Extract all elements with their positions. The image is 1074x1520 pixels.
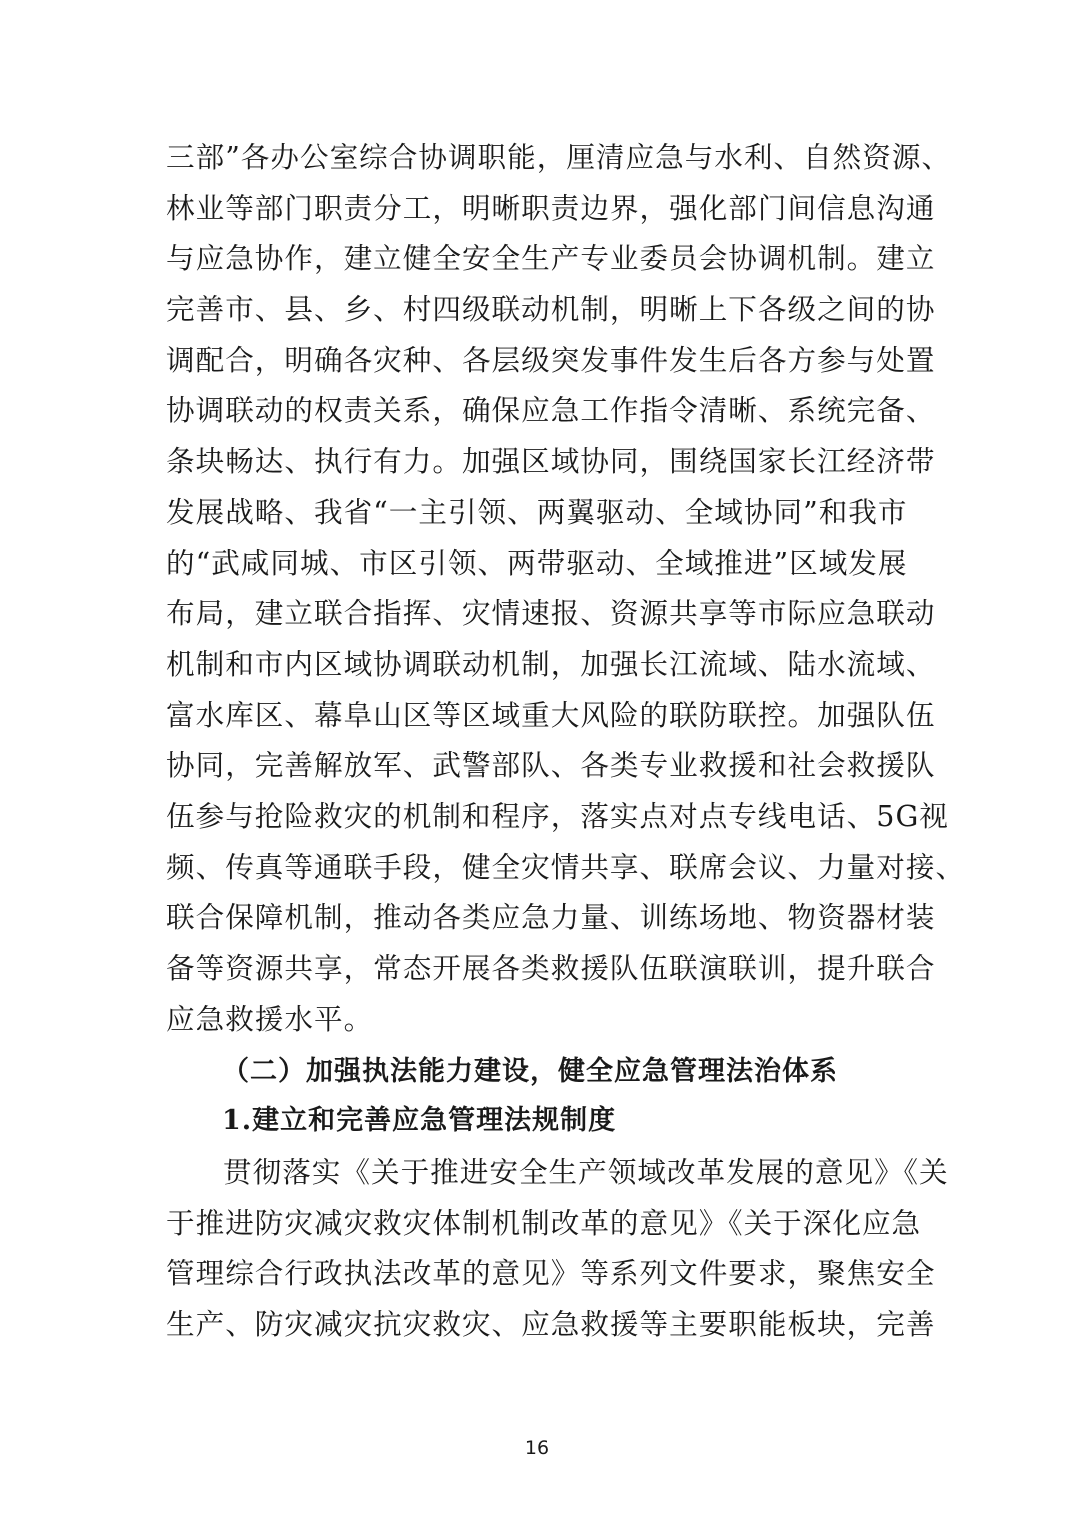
text-line: 生产、防灾减灾抗灾救灾、应急救援等主要职能板块，完善	[166, 1307, 936, 1342]
body-paragraph-1	[166, 132, 966, 1044]
text-line: 联合保障机制，推动各类应急力量、训练场地、物资器材装	[166, 900, 936, 935]
body-paragraph-2	[166, 1147, 949, 1350]
section-heading: （二）加强执法能力建设，健全应急管理法治体系	[222, 1056, 838, 1087]
text-line: 与应急协作，建立健全安全生产专业委员会协调机制。建立	[166, 241, 936, 276]
text-line: 林业等部门职责分工，明晰职责边界，强化部门间信息沟通	[166, 190, 936, 225]
text-line: 应急救援水平。	[166, 1001, 374, 1036]
text-line: 协同，完善解放军、武警部队、各类专业救援和社会救援队	[166, 748, 936, 783]
page-number: 16	[524, 1437, 550, 1459]
text-line: 伍参与抢险救灾的机制和程序，落实点对点专线电话、5G视	[166, 798, 949, 833]
text-line: 的“武咸同城、市区引领、两带驱动、全域推进”区域发展	[166, 545, 908, 580]
text-line: 富水库区、幕阜山区等区域重大风险的联防联控。加强队伍	[166, 697, 936, 732]
text-line: 布局，建立联合指挥、灾情速报、资源共享等市际应急联动	[166, 596, 936, 631]
text-line: 完善市、县、乡、村四级联动机制，明晰上下各级之间的协	[166, 292, 936, 327]
text-line: 协调联动的权责关系，确保应急工作指令清晰、系统完备、	[166, 393, 936, 428]
subsection-heading: 1.建立和完善应急管理法规制度	[222, 1105, 617, 1136]
text-line: 发展战略、我省“一主引领、两翼驱动、全域协同”和我市	[166, 494, 908, 529]
text-line: 管理综合行政执法改革的意见》等系列文件要求，聚焦安全	[166, 1256, 936, 1291]
text-line: 调配合，明确各灾种、各层级突发事件发生后各方参与处置	[166, 342, 936, 377]
text-line: 备等资源共享，常态开展各类救援队伍联演联训，提升联合	[166, 951, 936, 985]
text-line: 于推进防灾减灾救灾体制机制改革的意见》《关于深化应急	[166, 1205, 922, 1240]
text-line: 三部”各办公室综合协调职能，厘清应急与水利、自然资源、	[166, 140, 952, 174]
text-line: 条块畅达、执行有力。加强区域协同，围绕国家长江经济带	[166, 444, 936, 479]
text-line: 频、传真等通联手段，健全灾情共享、联席会议、力量对接、	[166, 849, 966, 884]
text-line: 贯彻落实《关于推进安全生产领域改革发展的意见》《关	[223, 1155, 949, 1189]
text-line: 机制和市内区域协调联动机制，加强长江流域、陆水流域、	[166, 646, 936, 681]
